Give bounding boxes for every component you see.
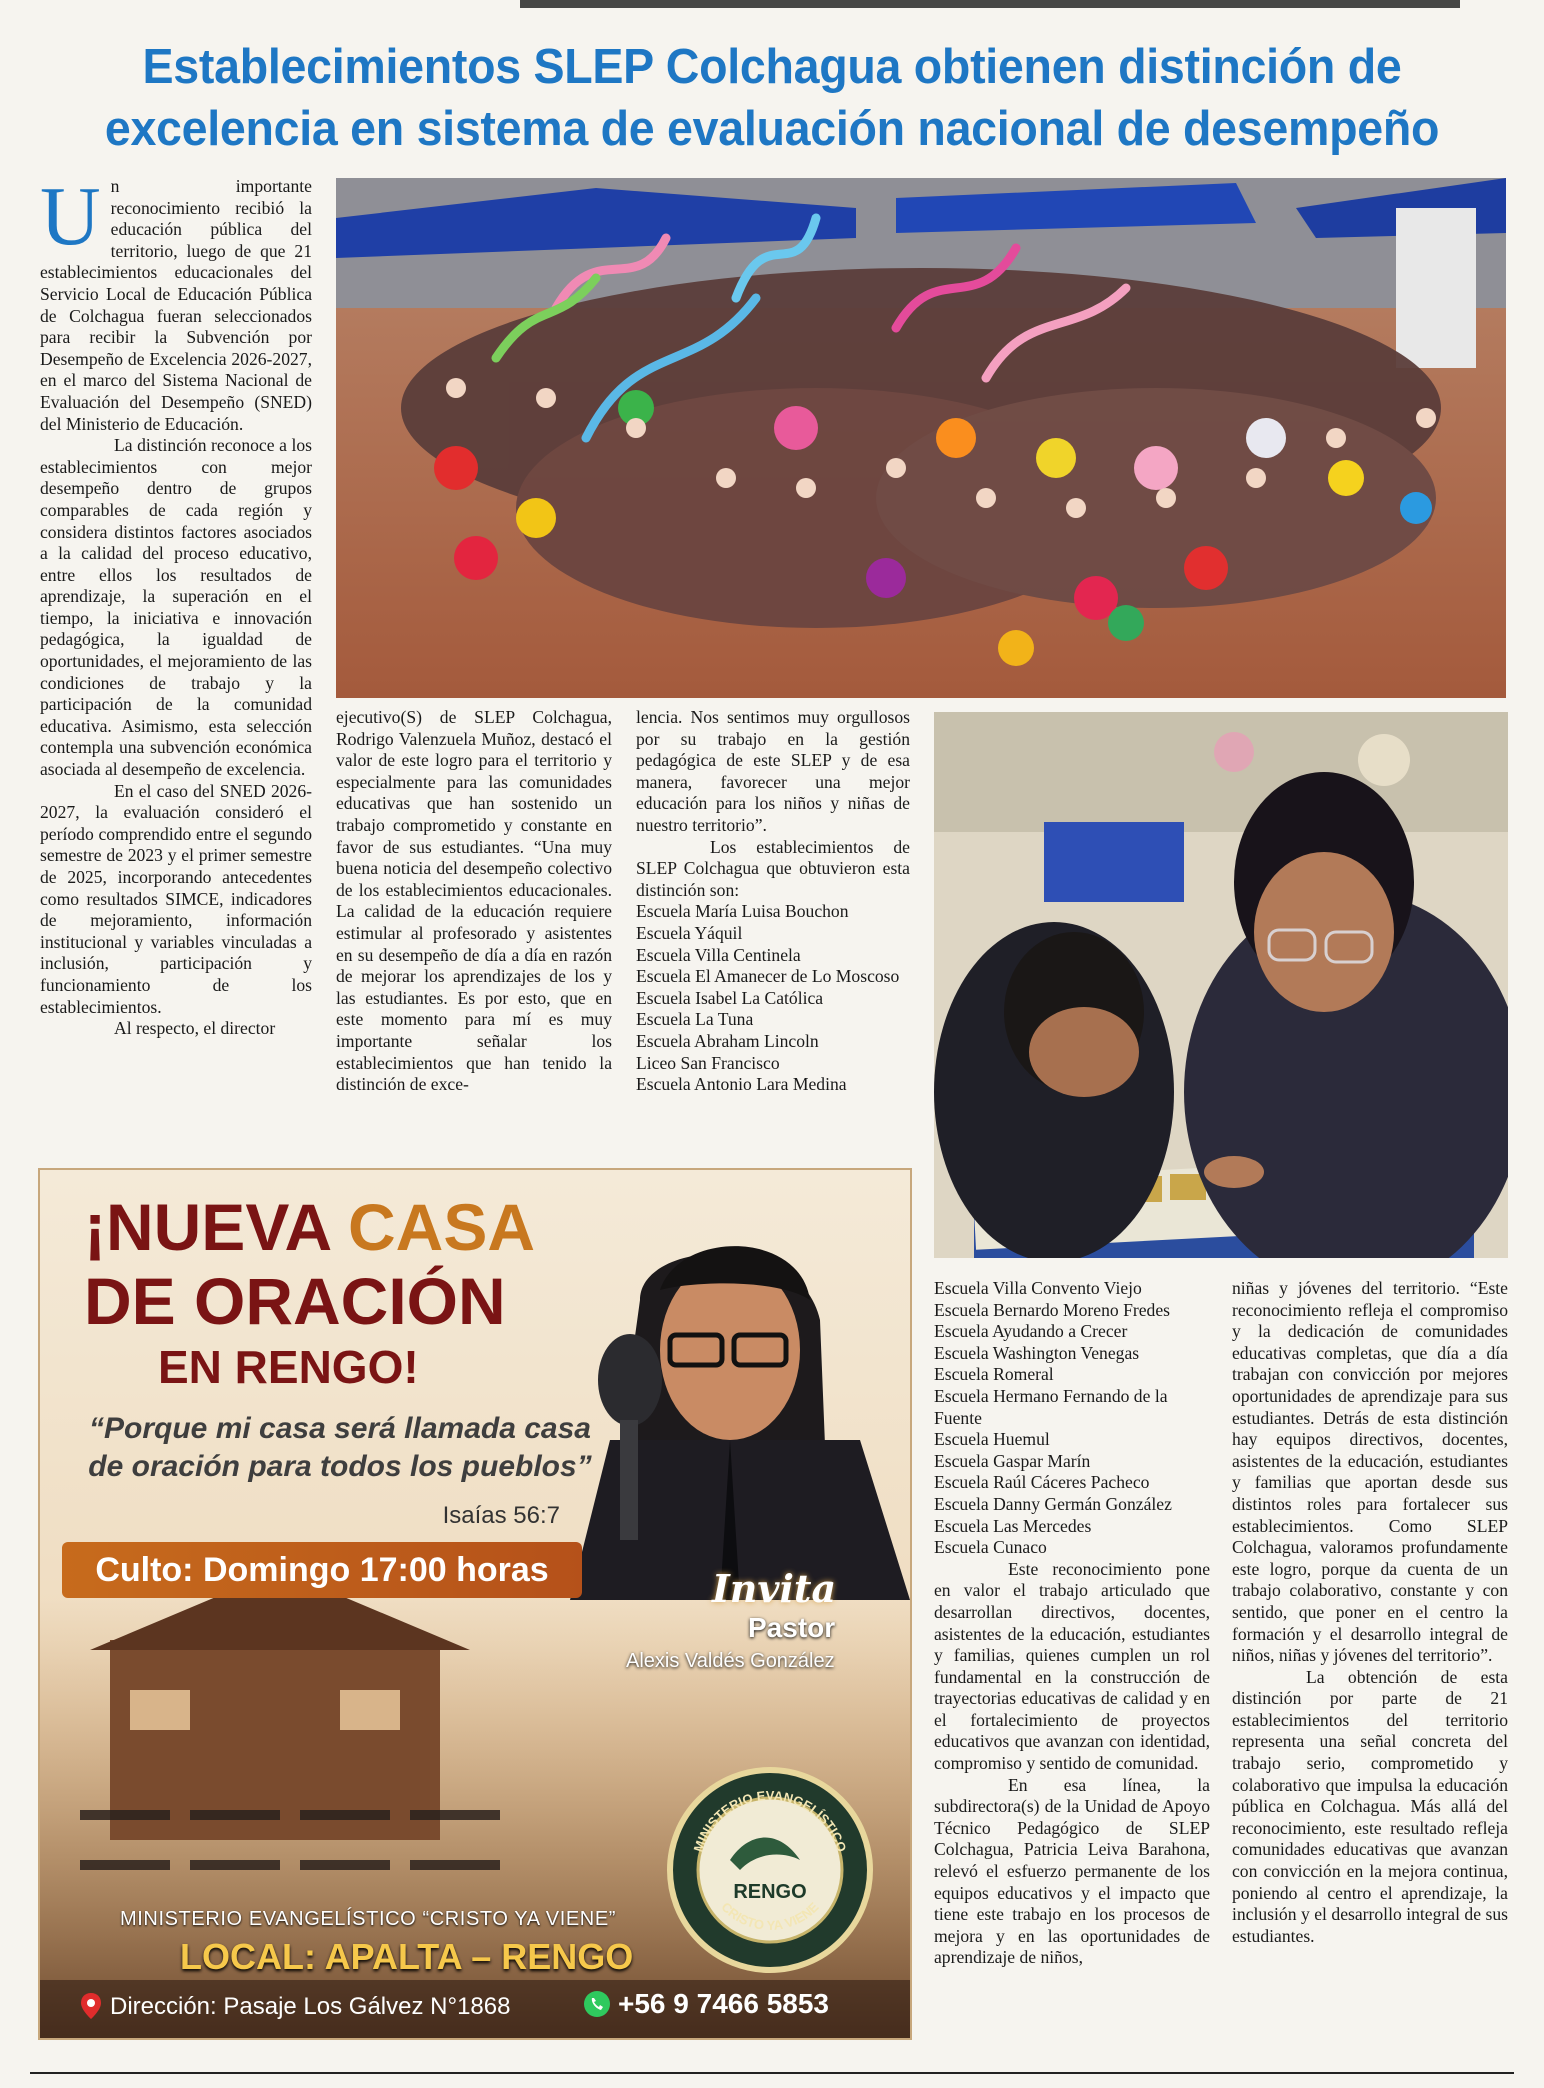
list-item: Escuela La Tuna [636,1009,754,1030]
seal-top-text: MINISTERIO EVANGELÍSTICO [690,1787,850,1854]
drop-cap: U [40,170,101,263]
ad-title-line-1: ¡NUEVA CASA [84,1190,536,1264]
ad-invita: Invita [712,1566,837,1611]
bottom-rule [30,2072,1514,2074]
article-column-1 [40,170,312,1040]
list-item: Escuela Hermano Fernando de la Fuente [934,1385,1168,1428]
paragraph: La obtención de esta distinción por parte de 21 establecimientos del territorio representa una señal concreta del trabajo serio, comprometido y colaborativo que impulsa la educación pública en Colchagua. Más allá del reconocimiento, este resultado refleja comunidades educativas que avanzan con convicción en la mejora continua, poniendo al centro el aprendizaje, la inclusión y el desarrollo integral de sus estudiantes. [1232,1666,1508,1946]
article-column-2 [336,707,612,1096]
paragraph: Al respecto, el director [114,1018,276,1039]
whatsapp-icon [582,1989,612,2019]
paragraph: En esa línea, la subdirectora(s) de la Unidad de Apoyo Técnico Pedagógico de SLEP Colchagua, Patricia Leiva Barahona, relevó el esfuerzo permanente de los equipos educativos y el impacto que tiene este trabajo en los procesos de mejora y en las oportunidades de aprendizaje de niños, [934,1774,1210,1968]
paragraph: niñas y jóvenes del territorio. “Este reconocimiento refleja el compromiso y la dedicación de comunidades educativas completas, que día a día trabajan con convicción por mejores oportunidades de aprendizaje para sus estudiantes. Detrás de esta distinción hay equipos directivos, docentes, asistentes de la educación, estudiantes y familias que aportan desde sus distintos roles para fortalecer sus establecimientos. Como SLEP Colchagua, valoramos profundamente este logro, porque da cuenta de un trabajo colaborativo, constante y con sentido, que poner en el centro la formación y el desarrollo integral de niños, niñas y jóvenes del territorio”. [1232,1278,1508,1666]
list-item: Escuela Raúl Cáceres Pacheco [934,1472,1150,1493]
list-item: Escuela Washington Venegas [934,1342,1140,1363]
school-list-b [934,1278,1210,1559]
ad-quote: “Porque mi casa será llamada casa de oración para todos los pueblos” [88,1412,592,1483]
list-item: Liceo San Francisco [636,1052,780,1073]
ad-ministry-name: MINISTERIO EVANGELÍSTICO “CRISTO YA VIENE” [120,1908,617,1930]
article-column-4 [934,1278,1210,1969]
top-band [520,0,1460,8]
ad-address: Dirección: Pasaje Los Gálvez N°1868 [80,1992,510,2021]
ad-pastor-name: Alexis Valdés González [626,1650,835,1672]
advertisement-casa-de-oracion [38,1168,912,2040]
ministry-seal-icon [670,1770,870,1970]
location-pin-icon [80,1992,102,2020]
photo-children-reading [934,712,1508,1258]
photo-illustration [934,712,1508,1258]
list-item: Escuela Villa Centinela [636,944,801,965]
list-item: Escuela Isabel La Católica [636,987,824,1008]
paragraph: Este reconocimiento pone en valor el trabajo articulado que desarrollan directivos, docentes, asistentes de la educación, estudiantes y familias, quienes cumplen un rol fundamental en la construcción de trayectorias educativas de calidad y en el fortalecimiento de proyectos educativos que avanzan con identidad, compromiso y sentido de comunidad. [934,1558,1210,1774]
list-item: Escuela Las Mercedes [934,1515,1092,1536]
list-item: Escuela Yáquil [636,922,743,943]
paragraph: La distinción reconoce a los establecimientos con mejor desempeño dentro de grupos comparables de cada región y considera distintos factores asociados a la calidad del proceso educativo, entre ellos los resultados de aprendizaje, la superación en el tiempo, la iniciativa e innovación pedagógica, la igualdad de oportunidades, el mejoramiento de las condiciones de trabajo y la participación de la comunidad educativa. Asimismo, esta selección contempla una subvención económica asociada al desempeño de excelencia. [40,435,312,780]
list-item: Escuela Antonio Lara Medina [636,1074,847,1095]
ad-location: LOCAL: APALTA – RENGO [180,1936,634,1977]
list-item: Escuela Bernardo Moreno Fredes [934,1299,1170,1320]
ad-phone: +56 9 7466 5853 [582,1988,829,2020]
headline-line-1: Establecimientos SLEP Colchagua obtienen distinción de [142,40,1402,94]
list-item: Escuela Danny Germán González [934,1493,1172,1514]
paragraph: En el caso del SNED 2026-2027, la evaluación consideró el período comprendido entre el segundo semestre de 2023 y el primer semestre de 2025, incorporando antecedentes como resultados SIMCE, indicadores de mejoramiento, información institucional y variables vinculadas a inclusión, participación y funcionamiento de los establecimientos. [40,780,312,1017]
school-list-a [636,901,910,1095]
list-item: Escuela Gaspar Marín [934,1450,1091,1471]
list-item: Escuela Abraham Lincoln [636,1030,819,1051]
list-item: Escuela Cunaco [934,1537,1047,1558]
photo-illustration [336,178,1506,698]
svg-text:MINISTERIO EVANGELÍSTICO [691,1788,850,1854]
list-item: Escuela Villa Convento Viejo [934,1278,1142,1298]
headline-line-2: excelencia en sistema de evaluación nacional de desempeño [104,102,1440,156]
ad-bible-reference: Isaías 56:7 [442,1502,560,1529]
ad-pastor-title: Pastor [748,1612,836,1643]
svg-text:CRISTO YA VIENE [718,1899,821,1933]
ad-title-line-3: EN RENGO! [158,1341,419,1393]
list-item: Escuela Ayudando a Crecer [934,1321,1128,1342]
list-item: Escuela El Amanecer de Lo Moscoso [636,966,900,987]
seal-center-text: RENGO [733,1881,807,1903]
paragraph: Un importante reconocimiento recibió la educación pública del territorio, luego de que 21 establecimientos educacionales del Servicio Local de Educación Pública de Colchagua fueran seleccionados para recibir la Subvención por Desempeño de Excelencia 2026-2027, en el marco del Sistema Nacional de Evaluación del Desempeño (SNED) del Ministerio de Educación. [40,170,312,434]
paragraph: Los establecimientos de SLEP Colchagua que obtuvieron esta distinción son: [636,836,910,900]
list-item: Escuela Romeral [934,1364,1054,1385]
seal-bottom-text: CRISTO YA VIENE [718,1899,822,1933]
ad-service-time: Culto: Domingo 17:00 horas [62,1542,582,1598]
photo-children-balloons [336,178,1506,698]
article-column-3 [636,707,910,1096]
paragraph: lencia. Nos sentimos muy orgullosos por su trabajo en la gestión pedagógica de este SLEP y de esa manera, favorecer una mejor educación para los niños y niñas de nuestro territorio”. [636,707,910,835]
list-item: Escuela María Luisa Bouchon [636,901,849,922]
list-item: Escuela Huemul [934,1429,1050,1450]
paragraph: ejecutivo(S) de SLEP Colchagua, Rodrigo Valenzuela Muñoz, destacó el valor de este logro para el territorio y especialmente para las comunidades educativas que han sostenido un trabajo comprometido y constante en favor de sus estudiantes. “Una muy buena noticia del desempeño colectivo de los establecimientos educacionales. La calidad de la educación requiere estimular al profesorado y asistentes en su desempeño de día a día en razón de mejorar los aprendizajes de los y las estudiantes. Es por esto, que en este momento para mí es muy importante señalar los establecimientos que han tenido la distinción de exce- [336,707,612,1095]
headline [67,36,1477,160]
ad-title-line-2: DE ORACIÓN [84,1264,506,1338]
article-column-5 [1232,1278,1508,1947]
